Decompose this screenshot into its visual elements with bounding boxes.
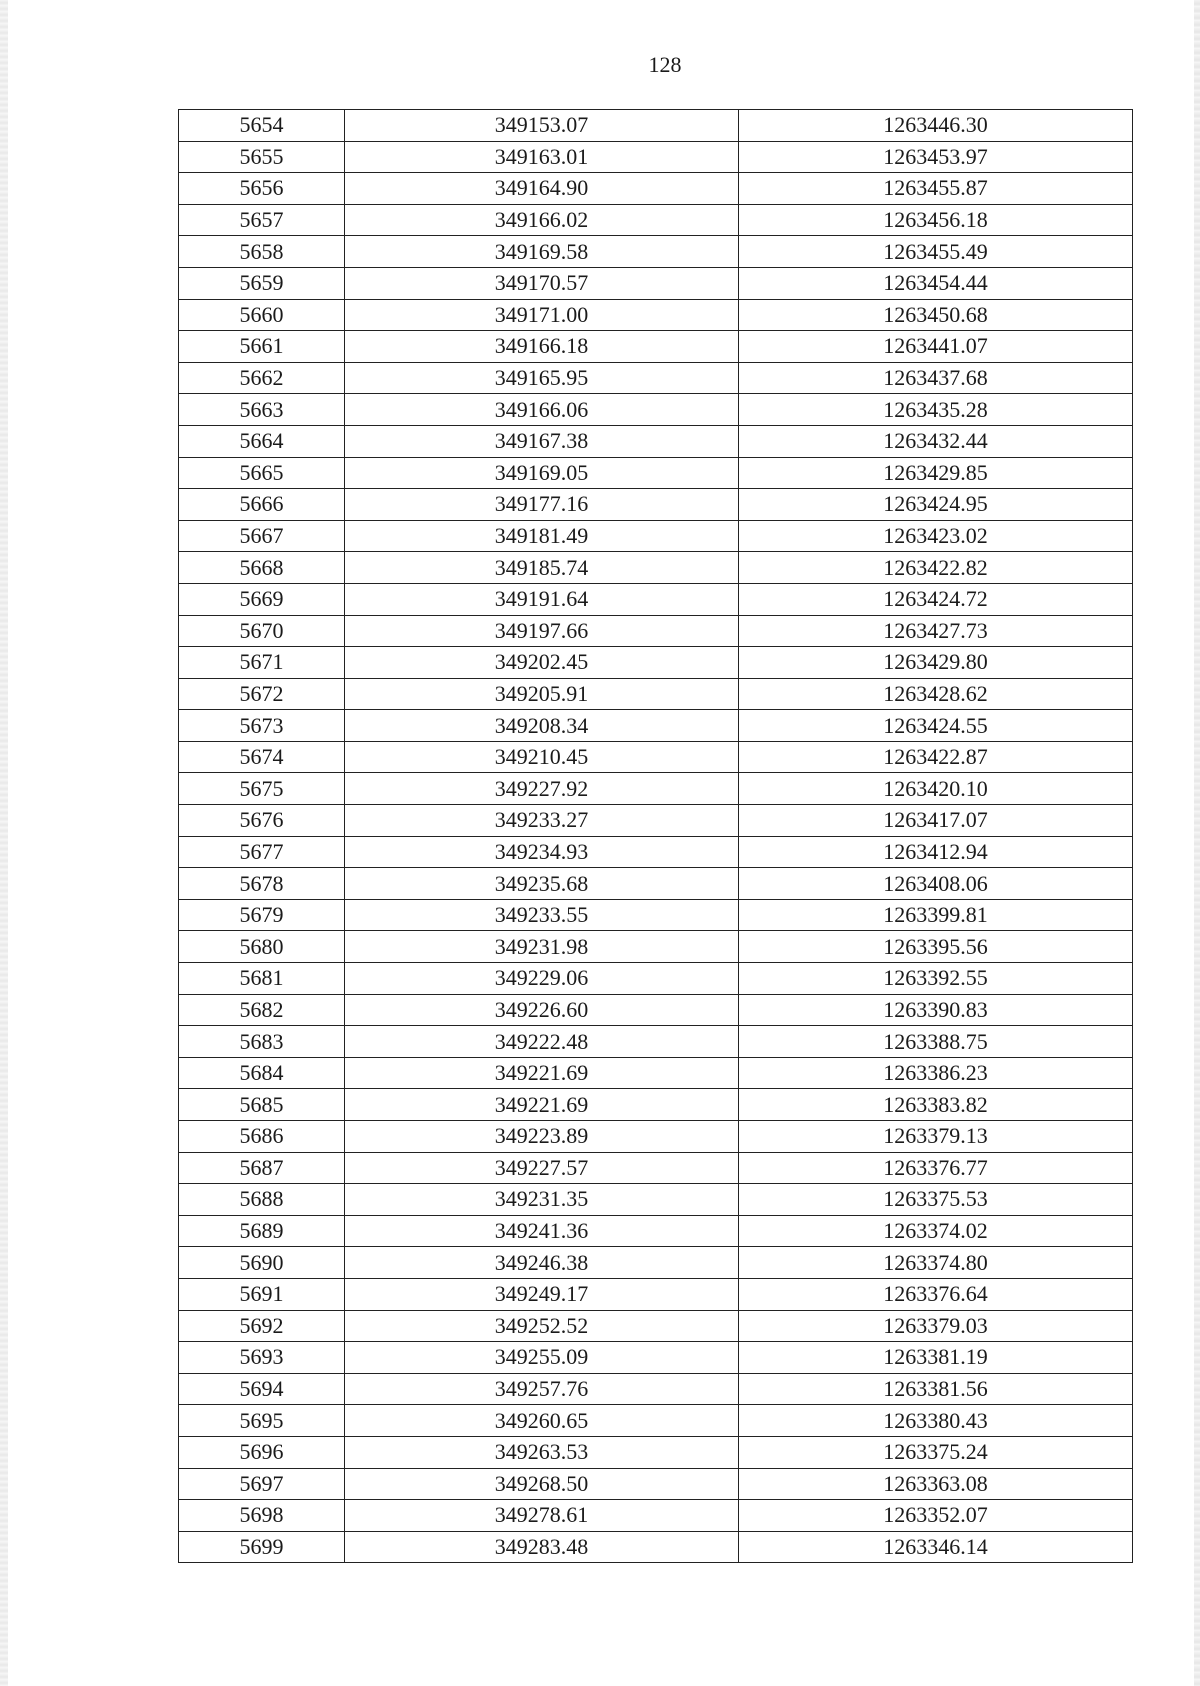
x-coordinate-cell: 349260.65 xyxy=(345,1405,739,1437)
x-coordinate-cell: 349222.48 xyxy=(345,1026,739,1058)
x-coordinate-cell: 349231.35 xyxy=(345,1184,739,1216)
table-row xyxy=(179,1468,1133,1500)
y-coordinate-cell: 1263422.87 xyxy=(739,741,1133,773)
point-number-cell: 5661 xyxy=(179,331,345,363)
table-row xyxy=(179,931,1133,963)
table-row xyxy=(179,836,1133,868)
x-coordinate-cell: 349177.16 xyxy=(345,489,739,521)
point-number-cell: 5685 xyxy=(179,1089,345,1121)
table-row xyxy=(179,1531,1133,1563)
y-coordinate-cell: 1263379.13 xyxy=(739,1121,1133,1153)
x-coordinate-cell: 349233.55 xyxy=(345,899,739,931)
y-coordinate-cell: 1263437.68 xyxy=(739,362,1133,394)
table-row xyxy=(179,1247,1133,1279)
table-row xyxy=(179,1152,1133,1184)
table-row xyxy=(179,110,1133,142)
y-coordinate-cell: 1263450.68 xyxy=(739,299,1133,331)
y-coordinate-cell: 1263390.83 xyxy=(739,994,1133,1026)
y-coordinate-cell: 1263455.87 xyxy=(739,173,1133,205)
point-number-cell: 5676 xyxy=(179,805,345,837)
x-coordinate-cell: 349210.45 xyxy=(345,741,739,773)
table-row xyxy=(179,710,1133,742)
x-coordinate-cell: 349221.69 xyxy=(345,1089,739,1121)
x-coordinate-cell: 349166.18 xyxy=(345,331,739,363)
table-row xyxy=(179,331,1133,363)
y-coordinate-cell: 1263456.18 xyxy=(739,204,1133,236)
y-coordinate-cell: 1263441.07 xyxy=(739,331,1133,363)
point-number-cell: 5679 xyxy=(179,899,345,931)
x-coordinate-cell: 349233.27 xyxy=(345,805,739,837)
y-coordinate-cell: 1263412.94 xyxy=(739,836,1133,868)
table-row xyxy=(179,1057,1133,1089)
table-row xyxy=(179,552,1133,584)
x-coordinate-cell: 349166.06 xyxy=(345,394,739,426)
table-row xyxy=(179,1026,1133,1058)
y-coordinate-cell: 1263399.81 xyxy=(739,899,1133,931)
scan-edge-right xyxy=(1194,0,1200,1686)
table-row xyxy=(179,994,1133,1026)
point-number-cell: 5688 xyxy=(179,1184,345,1216)
table-row xyxy=(179,647,1133,679)
y-coordinate-cell: 1263428.62 xyxy=(739,678,1133,710)
y-coordinate-cell: 1263446.30 xyxy=(739,110,1133,142)
table-row xyxy=(179,204,1133,236)
y-coordinate-cell: 1263424.55 xyxy=(739,710,1133,742)
x-coordinate-cell: 349171.00 xyxy=(345,299,739,331)
table-row xyxy=(179,299,1133,331)
x-coordinate-cell: 349226.60 xyxy=(345,994,739,1026)
x-coordinate-cell: 349191.64 xyxy=(345,583,739,615)
x-coordinate-cell: 349263.53 xyxy=(345,1436,739,1468)
table-row xyxy=(179,394,1133,426)
y-coordinate-cell: 1263376.64 xyxy=(739,1278,1133,1310)
x-coordinate-cell: 349268.50 xyxy=(345,1468,739,1500)
point-number-cell: 5677 xyxy=(179,836,345,868)
x-coordinate-cell: 349166.02 xyxy=(345,204,739,236)
table-row xyxy=(179,1184,1133,1216)
point-number-cell: 5698 xyxy=(179,1500,345,1532)
scan-edge-left xyxy=(0,0,8,1686)
y-coordinate-cell: 1263346.14 xyxy=(739,1531,1133,1563)
x-coordinate-cell: 349234.93 xyxy=(345,836,739,868)
y-coordinate-cell: 1263429.85 xyxy=(739,457,1133,489)
y-coordinate-cell: 1263381.56 xyxy=(739,1373,1133,1405)
coordinates-table-body xyxy=(179,110,1133,1563)
y-coordinate-cell: 1263427.73 xyxy=(739,615,1133,647)
point-number-cell: 5682 xyxy=(179,994,345,1026)
x-coordinate-cell: 349252.52 xyxy=(345,1310,739,1342)
x-coordinate-cell: 349235.68 xyxy=(345,868,739,900)
point-number-cell: 5678 xyxy=(179,868,345,900)
table-row xyxy=(179,1310,1133,1342)
x-coordinate-cell: 349278.61 xyxy=(345,1500,739,1532)
point-number-cell: 5690 xyxy=(179,1247,345,1279)
table-row xyxy=(179,583,1133,615)
table-row xyxy=(179,1500,1133,1532)
y-coordinate-cell: 1263455.49 xyxy=(739,236,1133,268)
point-number-cell: 5660 xyxy=(179,299,345,331)
x-coordinate-cell: 349246.38 xyxy=(345,1247,739,1279)
x-coordinate-cell: 349227.57 xyxy=(345,1152,739,1184)
table-row xyxy=(179,489,1133,521)
page-number: 128 xyxy=(648,52,682,77)
table-row xyxy=(179,963,1133,995)
table-row xyxy=(179,1215,1133,1247)
point-number-cell: 5659 xyxy=(179,267,345,299)
x-coordinate-cell: 349197.66 xyxy=(345,615,739,647)
x-coordinate-cell: 349223.89 xyxy=(345,1121,739,1153)
y-coordinate-cell: 1263375.53 xyxy=(739,1184,1133,1216)
point-number-cell: 5687 xyxy=(179,1152,345,1184)
point-number-cell: 5670 xyxy=(179,615,345,647)
point-number-cell: 5666 xyxy=(179,489,345,521)
point-number-cell: 5674 xyxy=(179,741,345,773)
point-number-cell: 5668 xyxy=(179,552,345,584)
y-coordinate-cell: 1263379.03 xyxy=(739,1310,1133,1342)
x-coordinate-cell: 349227.92 xyxy=(345,773,739,805)
y-coordinate-cell: 1263453.97 xyxy=(739,141,1133,173)
y-coordinate-cell: 1263432.44 xyxy=(739,425,1133,457)
point-number-cell: 5693 xyxy=(179,1342,345,1374)
table-row xyxy=(179,615,1133,647)
table-row xyxy=(179,520,1133,552)
point-number-cell: 5692 xyxy=(179,1310,345,1342)
point-number-cell: 5658 xyxy=(179,236,345,268)
table-row xyxy=(179,1121,1133,1153)
table-row xyxy=(179,425,1133,457)
x-coordinate-cell: 349153.07 xyxy=(345,110,739,142)
y-coordinate-cell: 1263352.07 xyxy=(739,1500,1133,1532)
table-row xyxy=(179,173,1133,205)
y-coordinate-cell: 1263424.72 xyxy=(739,583,1133,615)
table-row xyxy=(179,457,1133,489)
y-coordinate-cell: 1263380.43 xyxy=(739,1405,1133,1437)
table-row xyxy=(179,678,1133,710)
x-coordinate-cell: 349241.36 xyxy=(345,1215,739,1247)
y-coordinate-cell: 1263381.19 xyxy=(739,1342,1133,1374)
table-row xyxy=(179,1405,1133,1437)
y-coordinate-cell: 1263424.95 xyxy=(739,489,1133,521)
y-coordinate-cell: 1263423.02 xyxy=(739,520,1133,552)
point-number-cell: 5671 xyxy=(179,647,345,679)
x-coordinate-cell: 349229.06 xyxy=(345,963,739,995)
point-number-cell: 5691 xyxy=(179,1278,345,1310)
y-coordinate-cell: 1263374.02 xyxy=(739,1215,1133,1247)
x-coordinate-cell: 349205.91 xyxy=(345,678,739,710)
y-coordinate-cell: 1263395.56 xyxy=(739,931,1133,963)
y-coordinate-cell: 1263374.80 xyxy=(739,1247,1133,1279)
x-coordinate-cell: 349163.01 xyxy=(345,141,739,173)
point-number-cell: 5657 xyxy=(179,204,345,236)
point-number-cell: 5662 xyxy=(179,362,345,394)
point-number-cell: 5697 xyxy=(179,1468,345,1500)
table-row xyxy=(179,868,1133,900)
y-coordinate-cell: 1263408.06 xyxy=(739,868,1133,900)
x-coordinate-cell: 349208.34 xyxy=(345,710,739,742)
x-coordinate-cell: 349164.90 xyxy=(345,173,739,205)
y-coordinate-cell: 1263420.10 xyxy=(739,773,1133,805)
table-row xyxy=(179,1089,1133,1121)
point-number-cell: 5673 xyxy=(179,710,345,742)
point-number-cell: 5695 xyxy=(179,1405,345,1437)
y-coordinate-cell: 1263417.07 xyxy=(739,805,1133,837)
x-coordinate-cell: 349185.74 xyxy=(345,552,739,584)
coordinates-table xyxy=(178,109,1133,1563)
point-number-cell: 5696 xyxy=(179,1436,345,1468)
x-coordinate-cell: 349202.45 xyxy=(345,647,739,679)
point-number-cell: 5667 xyxy=(179,520,345,552)
y-coordinate-cell: 1263454.44 xyxy=(739,267,1133,299)
x-coordinate-cell: 349170.57 xyxy=(345,267,739,299)
x-coordinate-cell: 349167.38 xyxy=(345,425,739,457)
point-number-cell: 5669 xyxy=(179,583,345,615)
point-number-cell: 5663 xyxy=(179,394,345,426)
table-row xyxy=(179,899,1133,931)
x-coordinate-cell: 349249.17 xyxy=(345,1278,739,1310)
y-coordinate-cell: 1263363.08 xyxy=(739,1468,1133,1500)
point-number-cell: 5664 xyxy=(179,425,345,457)
x-coordinate-cell: 349169.58 xyxy=(345,236,739,268)
table-row xyxy=(179,741,1133,773)
point-number-cell: 5683 xyxy=(179,1026,345,1058)
x-coordinate-cell: 349221.69 xyxy=(345,1057,739,1089)
point-number-cell: 5665 xyxy=(179,457,345,489)
table-row xyxy=(179,1373,1133,1405)
table-row xyxy=(179,236,1133,268)
point-number-cell: 5686 xyxy=(179,1121,345,1153)
y-coordinate-cell: 1263375.24 xyxy=(739,1436,1133,1468)
point-number-cell: 5684 xyxy=(179,1057,345,1089)
x-coordinate-cell: 349283.48 xyxy=(345,1531,739,1563)
y-coordinate-cell: 1263392.55 xyxy=(739,963,1133,995)
point-number-cell: 5681 xyxy=(179,963,345,995)
x-coordinate-cell: 349231.98 xyxy=(345,931,739,963)
table-row xyxy=(179,141,1133,173)
y-coordinate-cell: 1263386.23 xyxy=(739,1057,1133,1089)
table-row xyxy=(179,1278,1133,1310)
point-number-cell: 5680 xyxy=(179,931,345,963)
y-coordinate-cell: 1263376.77 xyxy=(739,1152,1133,1184)
y-coordinate-cell: 1263429.80 xyxy=(739,647,1133,679)
table-row xyxy=(179,805,1133,837)
y-coordinate-cell: 1263435.28 xyxy=(739,394,1133,426)
x-coordinate-cell: 349169.05 xyxy=(345,457,739,489)
x-coordinate-cell: 349257.76 xyxy=(345,1373,739,1405)
point-number-cell: 5655 xyxy=(179,141,345,173)
point-number-cell: 5654 xyxy=(179,110,345,142)
point-number-cell: 5689 xyxy=(179,1215,345,1247)
table-row xyxy=(179,1436,1133,1468)
y-coordinate-cell: 1263422.82 xyxy=(739,552,1133,584)
point-number-cell: 5675 xyxy=(179,773,345,805)
x-coordinate-cell: 349181.49 xyxy=(345,520,739,552)
point-number-cell: 5694 xyxy=(179,1373,345,1405)
table-row xyxy=(179,773,1133,805)
point-number-cell: 5699 xyxy=(179,1531,345,1563)
x-coordinate-cell: 349165.95 xyxy=(345,362,739,394)
table-row xyxy=(179,362,1133,394)
table-row xyxy=(179,267,1133,299)
y-coordinate-cell: 1263388.75 xyxy=(739,1026,1133,1058)
y-coordinate-cell: 1263383.82 xyxy=(739,1089,1133,1121)
point-number-cell: 5656 xyxy=(179,173,345,205)
table-row xyxy=(179,1342,1133,1374)
point-number-cell: 5672 xyxy=(179,678,345,710)
x-coordinate-cell: 349255.09 xyxy=(345,1342,739,1374)
